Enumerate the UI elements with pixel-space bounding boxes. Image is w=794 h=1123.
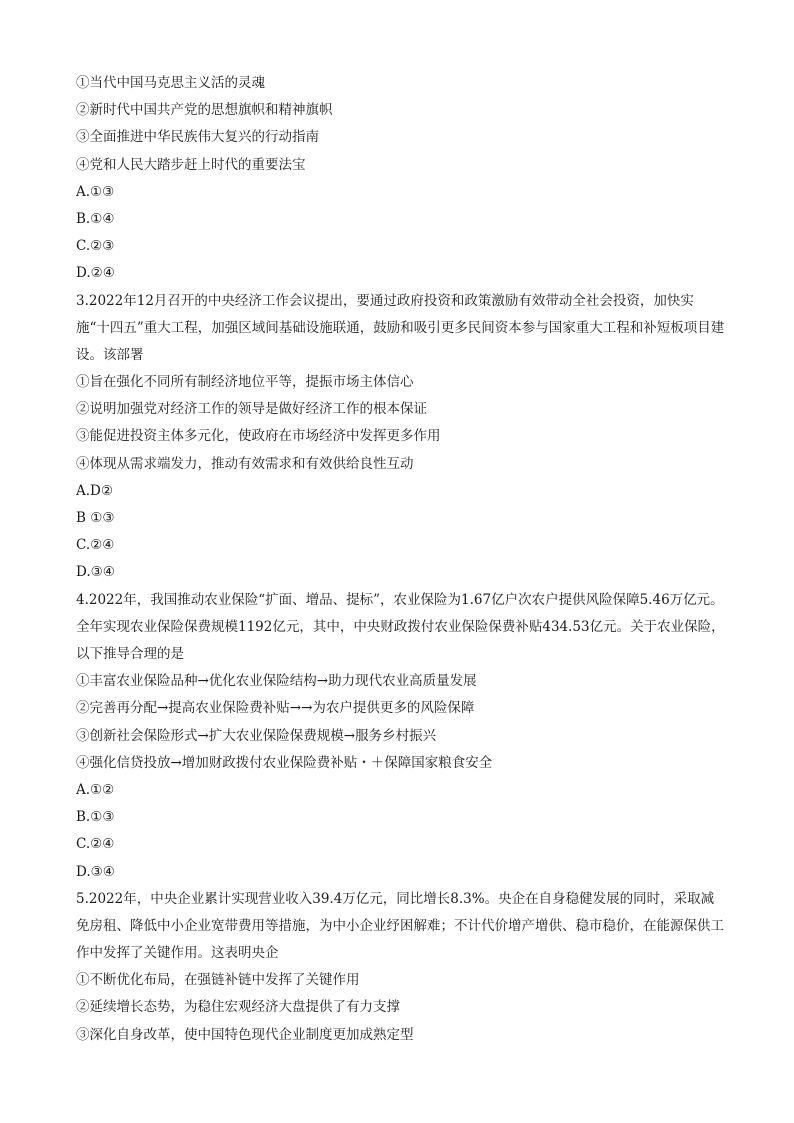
statement-item: ①不断优化布局，在强链补链中发挥了关键作用 bbox=[76, 972, 360, 989]
answer-option: D.③④ bbox=[76, 564, 115, 581]
answer-option: C.②④ bbox=[76, 537, 115, 554]
statement-item: ③创新社会保险形式→扩大农业保险保费规模→服务乡村振兴 bbox=[76, 727, 437, 744]
answer-option: C.②③ bbox=[76, 238, 115, 255]
question-stem: 5.2022年，中央企业累计实现营业收入39.4万亿元，同比增长8.3%。央企在自身稳健发展的同时，采取减免房租、降低中小企业宽带费用等措施，为中小企业纾困解难；不计代价增产增供、稳市稳价，在能源保供工作中发挥了关键作用。这表明央企 bbox=[76, 890, 724, 962]
question-5 bbox=[76, 886, 726, 1049]
exam-page bbox=[76, 70, 726, 1049]
question-stem: 4.2022年，我国推动农业保险“扩面、增品、提标”，农业保险为1.67亿户次农户提供风险保障5.46万亿元。全年实现农业保险保费规模1192亿元，其中，中央财政拨付农业保险保费补贴434.53亿元。关于农业保险，以下推导合理的是 bbox=[76, 591, 725, 662]
statement-item: ②说明加强党对经济工作的领导是做好经济工作的根本保证 bbox=[76, 401, 427, 418]
statement-item: ④体现从需求端发力，推动有效需求和有效供给良性互动 bbox=[76, 455, 414, 472]
question-2-continued bbox=[76, 70, 726, 288]
answer-option: B.①③ bbox=[76, 809, 115, 826]
statement-item: ④强化信贷投放→增加财政拨付农业保险费补贴・＋保障国家粮食安全 bbox=[76, 754, 493, 771]
question-4 bbox=[76, 587, 726, 886]
answer-option: A.①③ bbox=[76, 183, 115, 200]
answer-option: A.①② bbox=[76, 781, 115, 798]
statement-item: ②新时代中国共产党的思想旗帜和精神旗帜 bbox=[76, 102, 333, 119]
statement-item: ③深化自身改革，使中国特色现代企业制度更加成熟定型 bbox=[76, 1026, 414, 1043]
answer-option: C.②④ bbox=[76, 836, 115, 853]
statement-item: ③全面推进中华民族伟大复兴的行动指南 bbox=[76, 129, 319, 146]
answer-option: D.②④ bbox=[76, 265, 115, 282]
answer-option: B.①④ bbox=[76, 210, 115, 227]
statement-item: ③能促进投资主体多元化，使政府在市场经济中发挥更多作用 bbox=[76, 428, 441, 445]
answer-option: D.③④ bbox=[76, 863, 115, 880]
statement-item: ④党和人民大踏步赶上时代的重要法宝 bbox=[76, 156, 306, 173]
question-3 bbox=[76, 288, 726, 587]
question-stem: 3.2022年12月召开的中央经济工作会议提出，要通过政府投资和政策激励有效带动全社会投资，加快实施“十四五”重大工程，加强区域间基础设施联通，鼓励和吸引更多民间资本参与国家重大工程和补短板项目建设。该部署 bbox=[76, 292, 725, 363]
answer-option: A.D② bbox=[76, 482, 113, 499]
answer-option: B ①③ bbox=[76, 510, 115, 527]
statement-item: ②延续增长态势，为稳住宏观经济大盘提供了有力支撑 bbox=[76, 999, 400, 1016]
statement-item: ①当代中国马克思主义活的灵魂 bbox=[76, 75, 265, 91]
statement-item: ①丰富农业保险品种→优化农业保险结构→助力现代农业高质量发展 bbox=[76, 673, 477, 690]
statement-item: ②完善再分配→提高农业保险费补贴→→为农户提供更多的风险保障 bbox=[76, 700, 475, 717]
statement-item: ①旨在强化不同所有制经济地位平等，提振市场主体信心 bbox=[76, 374, 414, 391]
